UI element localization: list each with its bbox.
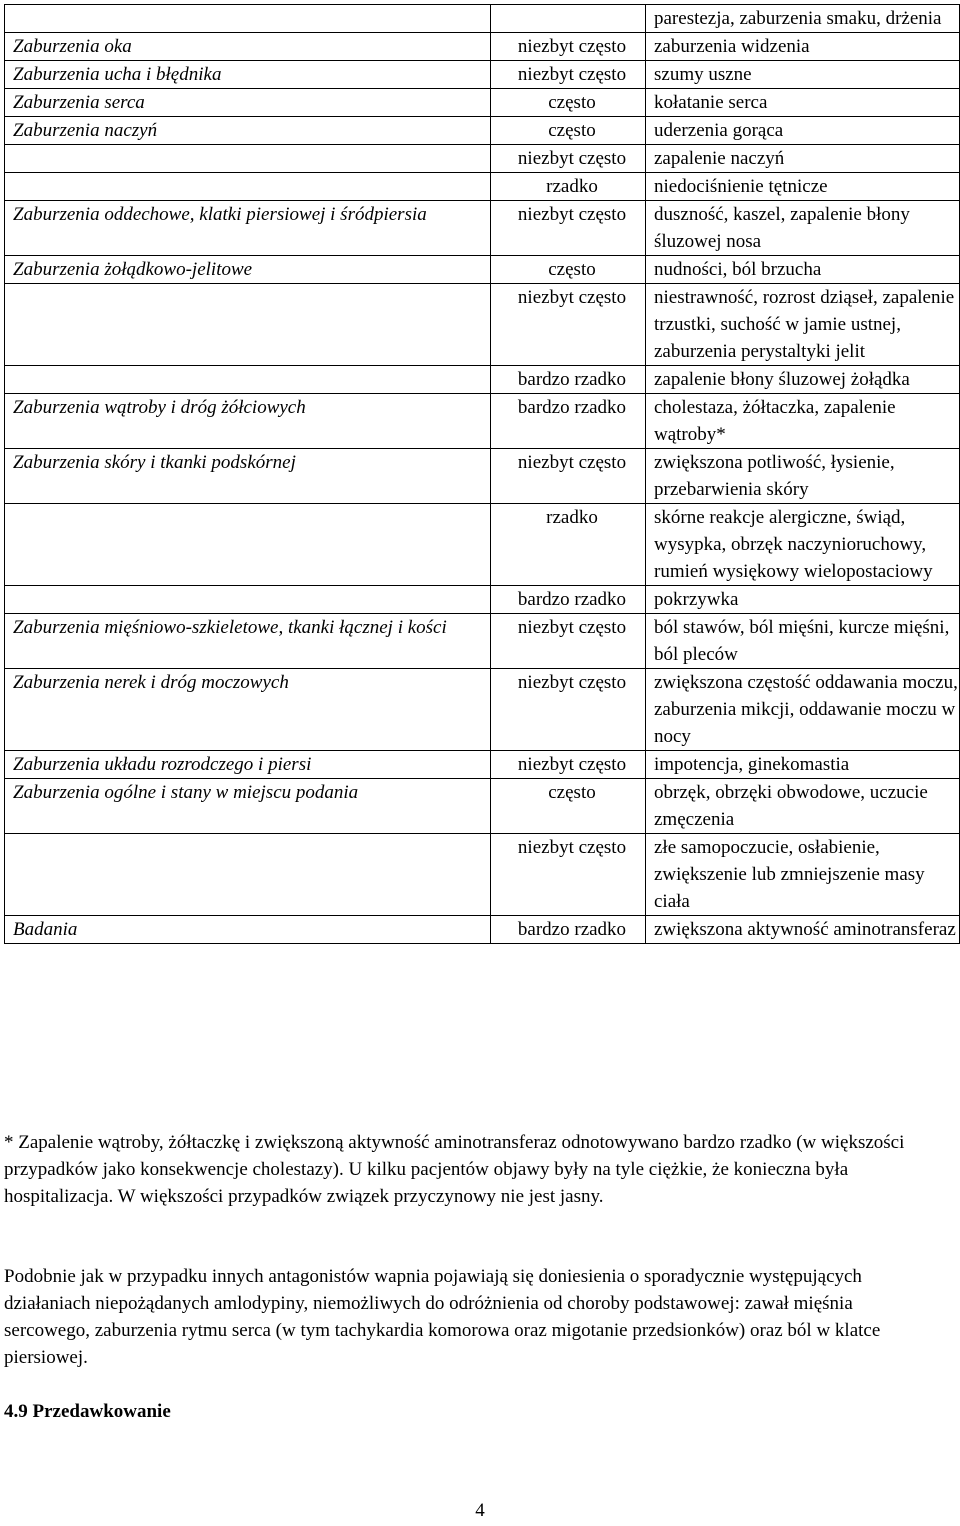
organ-class-cell: Zaburzenia mięśniowo-szkieletowe, tkanki łącznej i kości (5, 614, 491, 669)
body-paragraph: Podobnie jak w przypadku innych antagonistów wapnia pojawiają się doniesienia o sporadycznie występujących działaniach niepożądanych amlodypiny, niemożliwych do odróżnienia od choroby podstawowej: zawał mięśnia sercowego, zaburzenia rytmu serca (w tym tachykardia komorowa oraz migotanie przedsionków) oraz ból w klatce piersiowej. (4, 1266, 881, 1368)
adverse-effect-cell: nudności, ból brzucha (646, 256, 960, 284)
table-row (5, 394, 960, 449)
organ-class-cell: Badania (5, 916, 491, 944)
frequency-cell: niezbyt często (491, 33, 646, 61)
frequency-cell: bardzo rzadko (491, 394, 646, 449)
table-row (5, 586, 960, 614)
organ-class-cell: Zaburzenia naczyń (5, 117, 491, 145)
adverse-effect-cell: zwiększona częstość oddawania moczu, zaburzenia mikcji, oddawanie moczu w nocy (646, 669, 960, 751)
organ-class-cell (5, 173, 491, 201)
table-row (5, 834, 960, 916)
table-row (5, 117, 960, 145)
organ-class-cell: Zaburzenia oddechowe, klatki piersiowej i śródpiersia (5, 201, 491, 256)
table-row (5, 916, 960, 944)
table-row (5, 614, 960, 669)
frequency-cell: często (491, 117, 646, 145)
organ-class-cell: Zaburzenia wątroby i dróg żółciowych (5, 394, 491, 449)
organ-class-cell: Zaburzenia układu rozrodczego i piersi (5, 751, 491, 779)
table-row (5, 5, 960, 33)
frequency-cell: rzadko (491, 173, 646, 201)
organ-class-cell: Zaburzenia nerek i dróg moczowych (5, 669, 491, 751)
frequency-cell: bardzo rzadko (491, 916, 646, 944)
table-row (5, 89, 960, 117)
frequency-cell: niezbyt często (491, 284, 646, 366)
frequency-cell: często (491, 89, 646, 117)
adverse-effect-cell: kołatanie serca (646, 89, 960, 117)
adverse-effect-cell: impotencja, ginekomastia (646, 751, 960, 779)
adverse-effects-table-body (5, 5, 960, 944)
table-row (5, 201, 960, 256)
frequency-cell: niezbyt często (491, 145, 646, 173)
organ-class-cell: Zaburzenia ogólne i stany w miejscu podania (5, 779, 491, 834)
organ-class-cell (5, 366, 491, 394)
table-row (5, 256, 960, 284)
organ-class-cell: Zaburzenia ucha i błędnika (5, 61, 491, 89)
frequency-cell: niezbyt często (491, 669, 646, 751)
organ-class-cell (5, 5, 491, 33)
organ-class-cell (5, 834, 491, 916)
frequency-cell: często (491, 256, 646, 284)
organ-class-cell: Zaburzenia żołądkowo-jelitowe (5, 256, 491, 284)
adverse-effect-cell: zaburzenia widzenia (646, 33, 960, 61)
table-row (5, 449, 960, 504)
organ-class-cell: Zaburzenia skóry i tkanki podskórnej (5, 449, 491, 504)
table-row (5, 669, 960, 751)
adverse-effect-cell: niestrawność, rozrost dziąseł, zapalenie trzustki, suchość w jamie ustnej, zaburzenia perystaltyki jelit (646, 284, 960, 366)
adverse-effect-cell: uderzenia gorąca (646, 117, 960, 145)
table-row (5, 284, 960, 366)
table-row (5, 33, 960, 61)
table-row (5, 779, 960, 834)
adverse-effect-cell: pokrzywka (646, 586, 960, 614)
adverse-effect-cell: niedociśnienie tętnicze (646, 173, 960, 201)
adverse-effect-cell: obrzęk, obrzęki obwodowe, uczucie zmęczenia (646, 779, 960, 834)
adverse-effect-cell: szumy uszne (646, 61, 960, 89)
frequency-cell: niezbyt często (491, 201, 646, 256)
table-row (5, 366, 960, 394)
table-row (5, 504, 960, 586)
adverse-effect-cell: zwiększona aktywność aminotransferaz (646, 916, 960, 944)
page-number: 4 (475, 1500, 485, 1521)
frequency-cell: niezbyt często (491, 834, 646, 916)
organ-class-cell: Zaburzenia serca (5, 89, 491, 117)
frequency-cell: rzadko (491, 504, 646, 586)
adverse-effect-cell: skórne reakcje alergiczne, świąd, wysypka, obrzęk naczynioruchowy, rumień wysiękowy wielopostaciowy (646, 504, 960, 586)
table-row (5, 173, 960, 201)
frequency-cell: niezbyt często (491, 449, 646, 504)
adverse-effect-cell: cholestaza, żółtaczka, zapalenie wątroby* (646, 394, 960, 449)
organ-class-cell (5, 145, 491, 173)
frequency-cell: często (491, 779, 646, 834)
frequency-cell: niezbyt często (491, 61, 646, 89)
frequency-cell: niezbyt często (491, 614, 646, 669)
adverse-effect-cell: zapalenie błony śluzowej żołądka (646, 366, 960, 394)
section-heading: 4.9 Przedawkowanie (4, 1401, 171, 1422)
frequency-cell (491, 5, 646, 33)
adverse-effect-cell: zapalenie naczyń (646, 145, 960, 173)
adverse-effect-cell: parestezja, zaburzenia smaku, drżenia (646, 5, 960, 33)
frequency-cell: niezbyt często (491, 751, 646, 779)
table-row (5, 751, 960, 779)
organ-class-cell (5, 504, 491, 586)
footnote: * Zapalenie wątroby, żółtaczkę i zwiększoną aktywność aminotransferaz odnotowywano bardzo rzadko (w większości przypadków jako konsekwencje cholestazy). U kilku pacjentów objawy były na tyle ciężkie, że konieczna była hospitalizacja. W większości przypadków związek przyczynowy nie jest jasny. (4, 1132, 905, 1207)
frequency-cell: bardzo rzadko (491, 366, 646, 394)
adverse-effect-cell: duszność, kaszel, zapalenie błony śluzowej nosa (646, 201, 960, 256)
table-row (5, 145, 960, 173)
adverse-effects-table (4, 4, 960, 944)
adverse-effect-cell: złe samopoczucie, osłabienie, zwiększenie lub zmniejszenie masy ciała (646, 834, 960, 916)
adverse-effect-cell: ból stawów, ból mięśni, kurcze mięśni, ból pleców (646, 614, 960, 669)
adverse-effect-cell: zwiększona potliwość, łysienie, przebarwienia skóry (646, 449, 960, 504)
organ-class-cell: Zaburzenia oka (5, 33, 491, 61)
organ-class-cell (5, 586, 491, 614)
frequency-cell: bardzo rzadko (491, 586, 646, 614)
table-row (5, 61, 960, 89)
organ-class-cell (5, 284, 491, 366)
